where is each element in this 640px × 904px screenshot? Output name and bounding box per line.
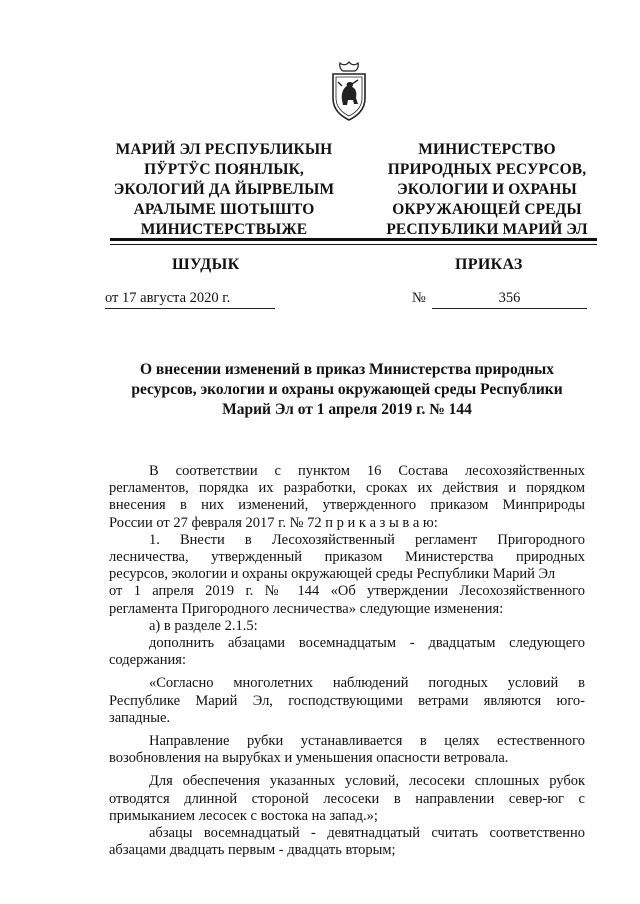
- body-line: возобновления на вырубках и уменьшения опасности ветровала.: [109, 750, 509, 767]
- subject-line: Марий Эл от 1 апреля 2019 г. № 144: [222, 401, 472, 418]
- body-line: В соответствии с пунктом 16 Состава лесохозяйственных: [149, 463, 585, 479]
- doc-type-mari: ШУДЫК: [172, 256, 240, 273]
- document-date: от 17 августа 2020 г.: [105, 290, 275, 309]
- body-line: регламентов, порядка их разработки, сроках их действия и порядком: [109, 480, 585, 497]
- body-line: отводятся длинной стороной лесосеки в направлении север-юг с: [109, 790, 585, 807]
- header-divider-thick: [110, 238, 597, 241]
- header-right-line: ОКРУЖАЮЩЕЙ СРЕДЫ: [392, 201, 582, 218]
- header-divider-thin: [110, 244, 597, 245]
- document-subject: [108, 360, 586, 420]
- body-line: от 1 апреля 2019 г. № 144 «Об утверждении Лесохозяйственного: [109, 583, 585, 600]
- header-left-line: МАРИЙ ЭЛ РЕСПУБЛИКЫН: [115, 141, 333, 158]
- document-body: [109, 463, 585, 859]
- header-left-block: [104, 140, 344, 240]
- body-line: западные.: [109, 709, 171, 726]
- header-right-block: [372, 140, 602, 240]
- header-right-line: ПРИРОДНЫХ РЕСУРСОВ,: [387, 161, 587, 178]
- body-line: Республике Марий Эл, господствующими ветрами являются юго-: [109, 692, 585, 709]
- document-number: 356: [432, 290, 587, 309]
- body-line: Направление рубки устанавливается в целях естественного: [149, 733, 585, 750]
- body-line: внесения в них изменений, утвержденного приказом Минприроды: [109, 497, 585, 514]
- header-left-line: ЭКОЛОГИЙ ДА ЙЫРВЕЛЫМ: [113, 181, 335, 198]
- header-left-line: МИНИСТЕРСТВЫЖЕ: [140, 221, 308, 238]
- subject-line: ресурсов, экологии и охраны окружающей среды Республики: [131, 381, 563, 398]
- body-line: Для обеспечения указанных условий, лесосеки сплошных рубок: [149, 773, 585, 790]
- subject-line: О внесении изменений в приказ Министерства природных: [140, 361, 554, 378]
- body-line: а) в разделе 2.1.5:: [149, 617, 258, 634]
- header-right-line: РЕСПУБЛИКИ МАРИЙ ЭЛ: [386, 221, 588, 238]
- header-right-line: МИНИСТЕРСТВО: [418, 141, 556, 158]
- header-left-line: ПӰРТӰС ПОЯНЛЫК,: [144, 161, 304, 178]
- header-left-line: АРАЛЫМЕ ШОТЫШТО: [133, 201, 315, 218]
- body-line: России от 27 февраля 2017 г. № 72 п р и к а з ы в а ю:: [109, 514, 438, 531]
- body-line: дополнить абзацами восемнадцатым - двадцатым следующего: [149, 635, 585, 652]
- body-line: абзацы восемнадцатый - девятнадцатый считать соответственно: [149, 825, 585, 842]
- body-line: лесничества, утвержденный приказом Министерства природных: [109, 549, 585, 566]
- body-line: абзацами двадцать первым - двадцать вторым;: [109, 842, 396, 859]
- body-line: 1. Внести в Лесохозяйственный регламент Пригородного: [149, 531, 585, 548]
- header-right-line: ЭКОЛОГИИ И ОХРАНЫ: [397, 181, 577, 198]
- body-line: регламента Пригородного лесничества» следующие изменения:: [109, 600, 504, 617]
- coat-of-arms-icon: [328, 60, 370, 122]
- body-line: «Согласно многолетних наблюдений погодных условий в: [149, 675, 585, 692]
- body-line: ресурсов, экологии и охраны окружающей среды Республики Марий Эл: [109, 566, 556, 583]
- body-line: содержания:: [109, 652, 187, 669]
- number-label: №: [412, 290, 426, 306]
- body-line: примыканием лесосек с востока на запад.»;: [109, 807, 378, 824]
- doc-type-russian: ПРИКАЗ: [455, 256, 523, 273]
